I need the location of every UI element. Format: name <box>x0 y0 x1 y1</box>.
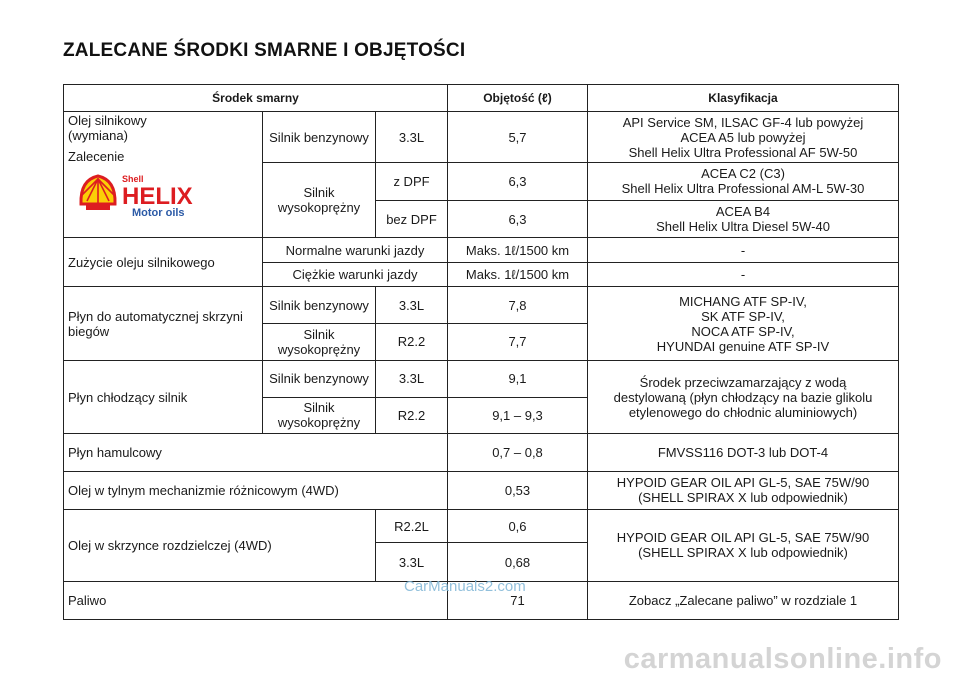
oil-consumption-label: Zużycie oleju silnikowego <box>64 238 263 287</box>
table-row <box>64 472 899 510</box>
engine-oil-dpf-variant: z DPF <box>376 163 448 201</box>
transfer-case-r22-variant: R2.2L <box>376 509 448 543</box>
engine-oil-cell <box>64 112 263 238</box>
class-line: (SHELL SPIRAX X lub odpowiednik) <box>638 490 848 506</box>
recommendation-label: Zalecenie <box>68 149 125 164</box>
engine-oil-sublabel: (wymiana) <box>68 128 128 143</box>
fuel-label: Paliwo <box>64 582 448 620</box>
class-line: NOCA ATF SP-IV, <box>691 323 795 339</box>
shell-helix-logo <box>78 170 258 218</box>
class-line: SK ATF SP-IV, <box>701 308 785 324</box>
watermark: CarManuals2.com <box>404 578 526 595</box>
class-line: Shell Helix Ultra Diesel 5W-40 <box>656 219 830 235</box>
engine-oil-dpf-class <box>588 163 899 201</box>
lubricants-table <box>63 84 899 620</box>
class-line: (SHELL SPIRAX X lub odpowiednik) <box>638 545 848 561</box>
engine-oil-petrol-class <box>588 112 899 163</box>
atf-diesel-variant: R2.2 <box>376 324 448 361</box>
engine-oil-petrol-engine: Silnik benzynowy <box>263 112 376 163</box>
class-line: HYPOID GEAR OIL API GL-5, SAE 75W/90 <box>616 475 870 491</box>
transfer-case-label: Olej w skrzynce rozdzielczej (4WD) <box>64 509 376 581</box>
shell-pecten-icon <box>78 170 230 218</box>
engine-oil-nodpf-variant: bez DPF <box>376 200 448 238</box>
oil-consumption-normal-class: - <box>588 238 899 262</box>
class-line: HYPOID GEAR OIL API GL-5, SAE 75W/90 <box>616 530 870 546</box>
oil-consumption-severe-condition: Ciężkie warunki jazdy <box>263 262 448 286</box>
coolant-petrol-variant: 3.3L <box>376 360 448 397</box>
atf-diesel-engine: Silnik wysokoprężny <box>263 324 376 361</box>
brake-fluid-label: Płyn hamulcowy <box>64 434 448 472</box>
class-line: Shell Helix Ultra Professional AM-L 5W-30 <box>621 181 865 197</box>
page-title: ZALECANE ŚRODKI SMARNE I OBJĘTOŚCI <box>63 40 466 61</box>
table-row <box>64 112 899 163</box>
engine-oil-nodpf-volume: 6,3 <box>448 200 588 238</box>
rear-diff-volume: 0,53 <box>448 472 588 510</box>
transfer-case-r22-volume: 0,6 <box>448 509 588 543</box>
transfer-case-33-variant: 3.3L <box>376 543 448 582</box>
coolant-label: Płyn chłodzący silnik <box>64 360 263 433</box>
transfer-case-33-volume: 0,68 <box>448 543 588 582</box>
class-line: API Service SM, ILSAC GF-4 lub powyżej <box>622 114 864 130</box>
coolant-petrol-volume: 9,1 <box>448 360 588 397</box>
class-line: ACEA C2 (C3) <box>701 166 785 182</box>
logo-product: HELIX <box>122 183 193 210</box>
class-line: destylowaną (płyn chłodzący na bazie glikolu <box>613 389 873 405</box>
brake-fluid-volume: 0,7 – 0,8 <box>448 434 588 472</box>
engine-oil-diesel-engine: Silnik wysokoprężny <box>263 163 376 238</box>
class-line: ACEA A5 lub powyżej <box>680 129 806 145</box>
class-line: ACEA B4 <box>715 204 771 220</box>
class-line: MICHANG ATF SP-IV, <box>679 293 807 309</box>
logo-subtitle: Motor oils <box>132 207 185 218</box>
class-line: Shell Helix Ultra Professional AF 5W-50 <box>628 144 858 160</box>
atf-label: Płyn do automatycznej skrzyni biegów <box>64 287 263 360</box>
oil-consumption-normal-condition: Normalne warunki jazdy <box>263 238 448 262</box>
coolant-diesel-volume: 9,1 – 9,3 <box>448 397 588 434</box>
engine-oil-petrol-variant: 3.3L <box>376 112 448 163</box>
engine-oil-label: Olej silnikowy <box>68 113 147 128</box>
coolant-diesel-engine: Silnik wysokoprężny <box>263 397 376 434</box>
atf-petrol-engine: Silnik benzynowy <box>263 287 376 324</box>
engine-oil-dpf-volume: 6,3 <box>448 163 588 201</box>
table-row <box>64 434 899 472</box>
class-line: etylenowego do chłodnic aluminiowych) <box>628 404 858 420</box>
header-classification: Klasyfikacja <box>588 85 899 112</box>
coolant-petrol-engine: Silnik benzynowy <box>263 360 376 397</box>
oil-consumption-severe-class: - <box>588 262 899 286</box>
fuel-volume: 71 <box>448 582 588 620</box>
table-row <box>64 287 899 324</box>
fuel-class: Zobacz „Zalecane paliwo” w rozdziale 1 <box>588 582 899 620</box>
rear-diff-class <box>588 472 899 510</box>
oil-consumption-normal-volume: Maks. 1ℓ/1500 km <box>448 238 588 262</box>
footer-watermark: carmanualsonline.info <box>623 643 942 675</box>
oil-consumption-severe-volume: Maks. 1ℓ/1500 km <box>448 262 588 286</box>
logo-brand: Shell <box>122 174 144 184</box>
table-row <box>64 360 899 397</box>
atf-diesel-volume: 7,7 <box>448 324 588 361</box>
table-header-row <box>64 85 899 112</box>
rear-diff-label: Olej w tylnym mechanizmie różnicowym (4WD) <box>64 472 448 510</box>
transfer-case-class <box>588 509 899 581</box>
atf-petrol-variant: 3.3L <box>376 287 448 324</box>
atf-petrol-volume: 7,8 <box>448 287 588 324</box>
header-lubricant: Środek smarny <box>64 85 448 112</box>
brake-fluid-class: FMVSS116 DOT-3 lub DOT-4 <box>588 434 899 472</box>
header-volume: Objętość (ℓ) <box>448 85 588 112</box>
class-line: Środek przeciwzamarzający z wodą <box>639 374 847 390</box>
table-row <box>64 238 899 262</box>
table-row <box>64 509 899 543</box>
engine-oil-nodpf-class <box>588 200 899 238</box>
coolant-diesel-variant: R2.2 <box>376 397 448 434</box>
coolant-class <box>588 360 899 433</box>
class-line: HYUNDAI genuine ATF SP-IV <box>656 338 830 354</box>
engine-oil-petrol-volume: 5,7 <box>448 112 588 163</box>
atf-class <box>588 287 899 360</box>
